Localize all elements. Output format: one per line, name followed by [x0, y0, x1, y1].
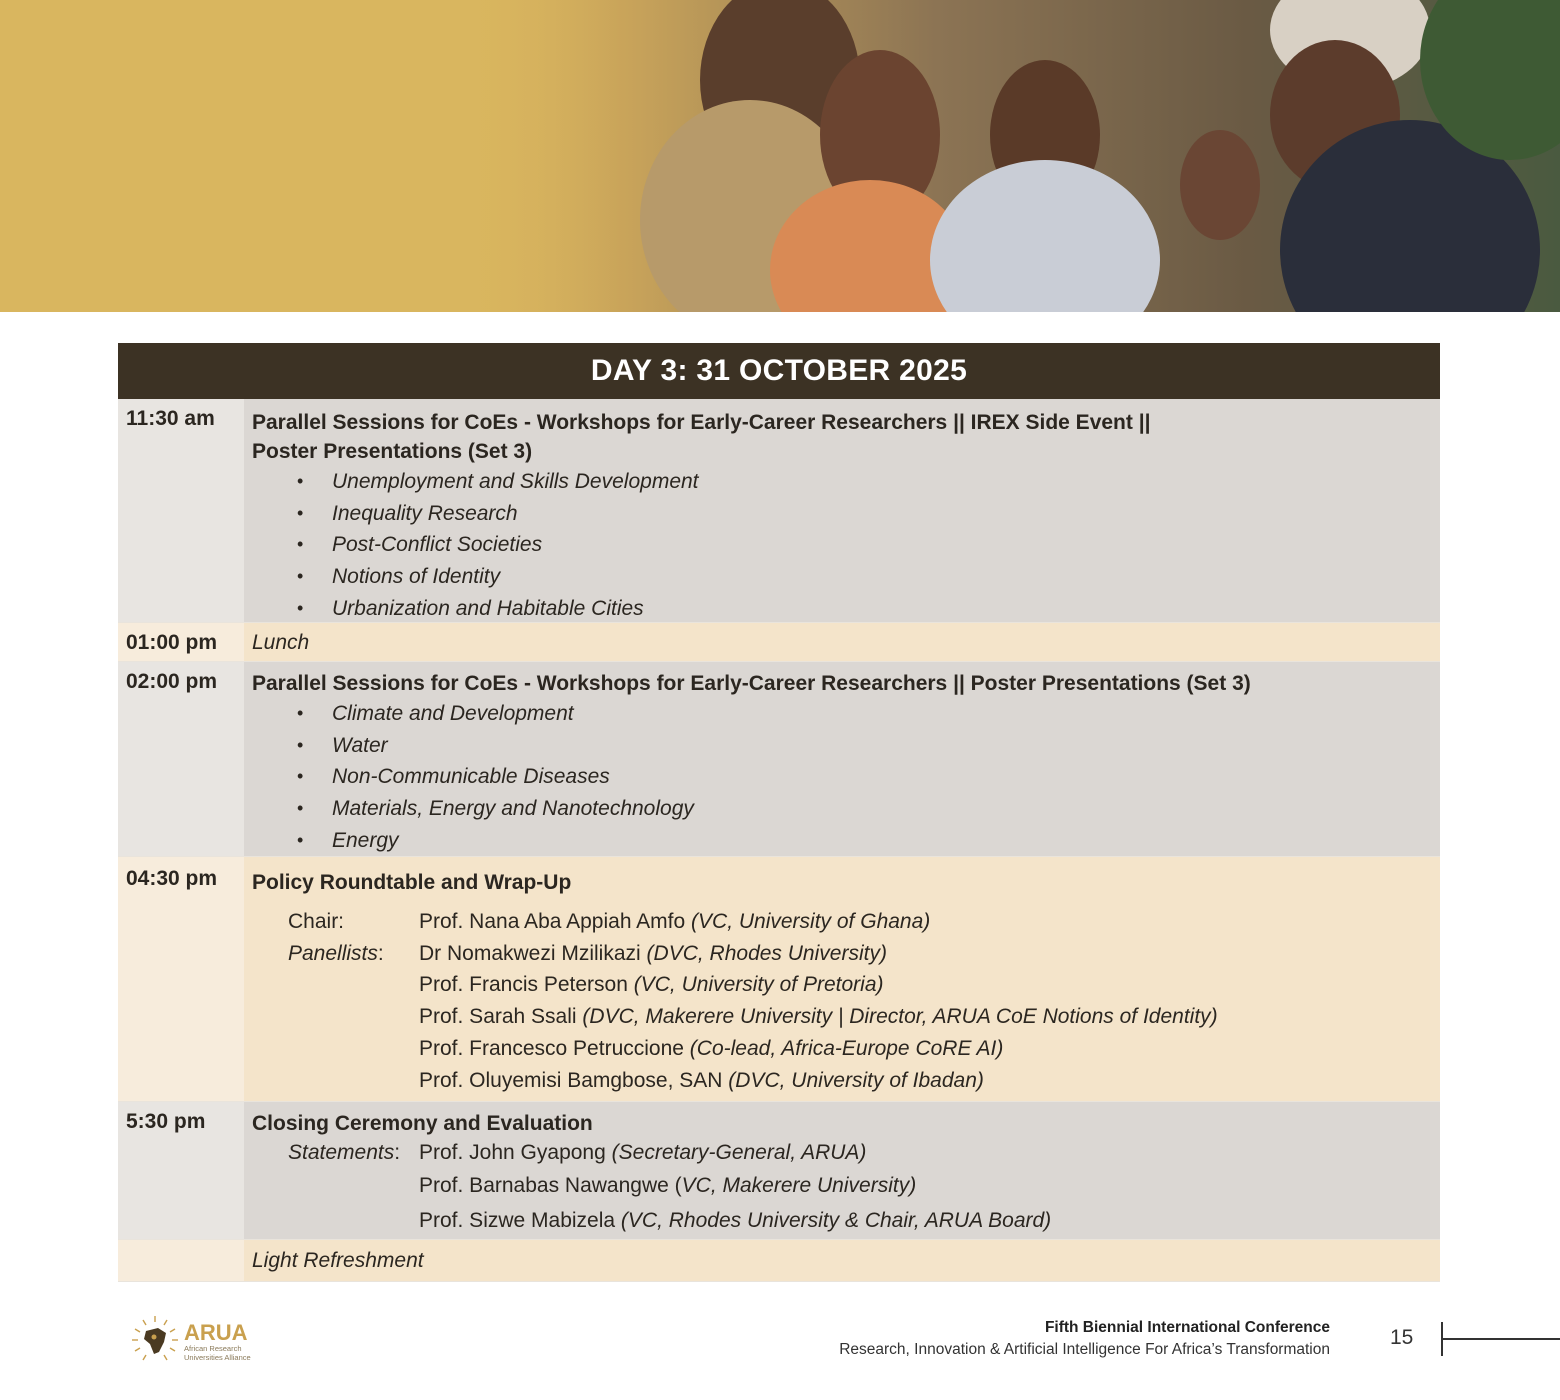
topic-list — [297, 698, 1440, 857]
conference-title: Fifth Biennial International Conference — [1044, 1319, 1330, 1336]
panellists-label — [252, 938, 419, 970]
schedule-table — [118, 343, 1440, 1282]
list-item: • Unemployment and Skills Development — [297, 466, 1440, 498]
list-item: • Materials, Energy and Nanotechnology — [297, 793, 1440, 825]
list-item: • Climate and Development — [297, 698, 1440, 730]
conference-subtitle: Research, Innovation & Artificial Intelligence For Africa’s Transformation — [839, 1341, 1330, 1358]
session-title: Parallel Sessions for CoEs - Workshops for Early-Career Researchers || IREX Side Event || — [252, 411, 1151, 434]
person-affiliation: (DVC, Makerere University | Director, ARUA CoE Notions of Identity) — [582, 1005, 1218, 1029]
person-name-text: Prof. Barnabas Nawangwe ( — [419, 1174, 682, 1197]
list-item: • Post-Conflict Societies — [297, 529, 1440, 561]
list-item: • Urbanization and Habitable Cities — [297, 593, 1440, 625]
row-time: 04:30 pm — [118, 857, 244, 1101]
row-content — [244, 662, 1440, 856]
role-spacer — [252, 1204, 419, 1238]
person-affiliation: (VC, University of Ghana) — [691, 910, 931, 933]
session-title: Poster Presentations (Set 3) — [252, 440, 533, 463]
person-affiliation: (DVC, Rhodes University) — [646, 941, 887, 965]
schedule-row — [118, 662, 1440, 857]
logo-name: ARUA — [184, 1320, 248, 1345]
person-name-text: Prof. Francis Peterson — [419, 973, 628, 997]
row-content — [244, 399, 1440, 622]
label-colon: : — [377, 941, 384, 965]
schedule-row — [118, 399, 1440, 623]
person-name-text: Dr Nomakwezi Mzilikazi — [419, 941, 641, 965]
header-banner-photo — [0, 0, 1560, 312]
statements-label-text: Statements — [288, 1141, 395, 1164]
person-name-text: Prof. John Gyapong — [419, 1141, 606, 1164]
list-item: • Energy — [297, 825, 1440, 857]
person-affiliation: (VC, Rhodes University & Chair, ARUA Board) — [620, 1209, 1052, 1232]
person-name-text: Prof. Oluyemisi Bamgbose, SAN — [419, 1068, 723, 1092]
person-affiliation: (Secretary-General, ARUA) — [611, 1141, 867, 1164]
person-name — [419, 1138, 866, 1168]
row-content: Light Refreshment — [244, 1240, 1440, 1281]
person-affiliation: (DVC, University of Ibadan) — [728, 1068, 984, 1092]
row-content — [244, 857, 1440, 1101]
session-title: Closing Ceremony and Evaluation — [252, 1112, 593, 1135]
person-affiliation: (Co-lead, Africa-Europe CoRE AI) — [689, 1036, 1004, 1060]
person-name-text: Prof. Sarah Ssali — [419, 1005, 577, 1029]
logo-subtitle — [184, 1344, 251, 1362]
list-item — [252, 969, 1440, 1001]
role-spacer — [252, 969, 419, 1001]
person-name — [419, 1001, 1218, 1033]
list-item: • Notions of Identity — [297, 561, 1440, 593]
row-time — [118, 1240, 244, 1281]
person-name — [419, 1033, 1003, 1065]
list-item — [252, 1204, 1440, 1238]
row-content: Lunch — [244, 623, 1440, 661]
row-content — [244, 1102, 1440, 1239]
session-title: Parallel Sessions for CoEs - Workshops for Early-Career Researchers || Poster Presentations (Set 3) — [252, 672, 1251, 695]
list-item: • Inequality Research — [297, 498, 1440, 530]
list-item — [252, 1065, 1440, 1097]
person-name — [419, 906, 930, 938]
list-item — [252, 1001, 1440, 1033]
schedule-row — [118, 857, 1440, 1102]
chair-label: Chair: — [288, 910, 345, 933]
person-name — [419, 938, 887, 970]
row-time: 11:30 am — [118, 399, 244, 622]
list-item: • Non-Communicable Diseases — [297, 761, 1440, 793]
row-time: 01:00 pm — [118, 623, 244, 661]
session-title: Policy Roundtable and Wrap-Up — [252, 871, 572, 894]
schedule-row — [118, 1102, 1440, 1240]
row-time: 5:30 pm — [118, 1102, 244, 1239]
list-item — [252, 1168, 1440, 1204]
statements-label — [252, 1138, 419, 1168]
role-spacer — [252, 1001, 419, 1033]
row-time: 02:00 pm — [118, 662, 244, 856]
list-item — [252, 1138, 1440, 1168]
list-item — [252, 1033, 1440, 1065]
panellists-label-text: Panellists — [288, 941, 378, 965]
person-name-text: Prof. Nana Aba Appiah Amfo — [419, 910, 686, 933]
person-name — [419, 1065, 984, 1097]
person-name-text: Prof. Francesco Petruccione — [419, 1036, 684, 1060]
role-spacer — [252, 1033, 419, 1065]
logo-subtitle-line: Universities Alliance — [184, 1353, 251, 1362]
panel-list — [252, 906, 1440, 1096]
list-item: • Water — [297, 730, 1440, 762]
person-affiliation: (VC, University of Pretoria) — [633, 973, 884, 997]
page-number: 15 — [1390, 1326, 1414, 1349]
person-name — [419, 969, 884, 1001]
person-name — [419, 1168, 916, 1204]
person-name-text: Prof. Sizwe Mabizela — [419, 1209, 616, 1232]
person-affiliation: VC, Makerere University) — [681, 1174, 917, 1197]
schedule-row — [118, 623, 1440, 662]
list-item — [252, 938, 1440, 970]
page-rule — [1443, 1338, 1560, 1340]
topic-list — [297, 466, 1440, 625]
day-header: DAY 3: 31 OCTOBER 2025 — [118, 343, 1440, 399]
schedule-row — [118, 1240, 1440, 1282]
role-spacer — [252, 1065, 419, 1097]
label-colon: : — [394, 1141, 401, 1164]
list-item — [252, 906, 1440, 938]
person-name — [419, 1204, 1051, 1238]
logo-subtitle-line: African Research — [184, 1344, 242, 1353]
role-spacer — [252, 1168, 419, 1204]
